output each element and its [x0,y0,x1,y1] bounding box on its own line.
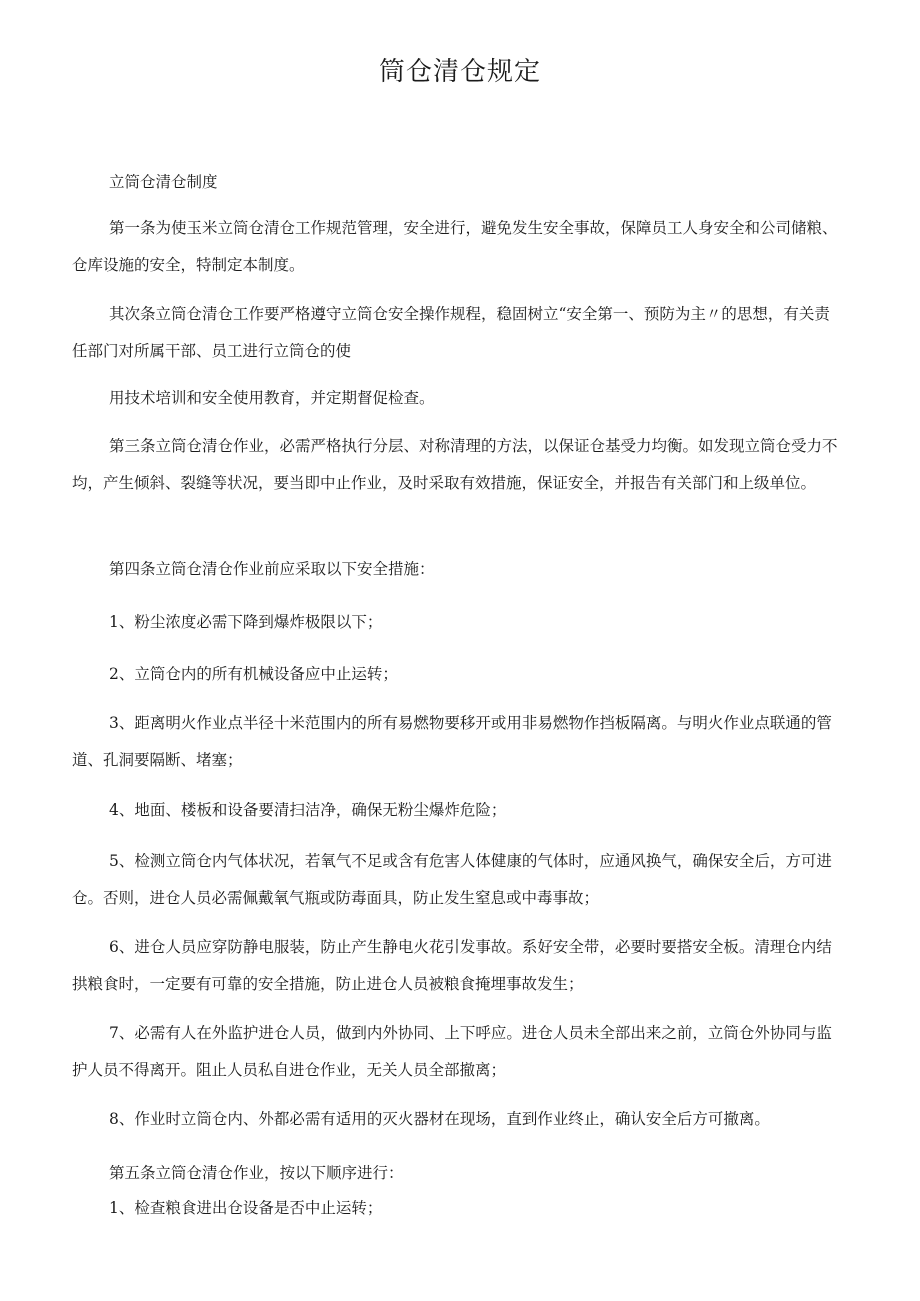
article-4: 第四条立筒仓清仓作业前应采取以下安全措施： [109,560,435,578]
article-2-part-1: 其次条立筒仓清仓工作要严格遵守立筒仓安全操作规程，稳固树立“安全第一、预防为主〃的思想，有关责任部门对所属干部、员工进行立筒仓的使 [72,305,830,360]
list-item: 2、立筒仓内的所有机械设备应中止运转； [109,665,398,683]
article-2-part-2: 用技术培训和安全使用教育，并定期督促检查。 [109,389,435,407]
list-item: 5、检测立筒仓内气体状况，若氧气不足或含有危害人体健康的气体时，应通风换气，确保安全后，方可进仓。否则，进仓人员必需佩戴氧气瓶或防毒面具，防止发生窒息或中毒事故； [72,852,832,907]
list-item: 3、距离明火作业点半径十米范围内的所有易燃物要移开或用非易燃物作挡板隔离。与明火作业点联通的管道、孔洞要隔断、堵塞； [72,714,832,769]
section-heading: 立筒仓清仓制度 [109,173,218,191]
list-item: 8、作业时立筒仓内、外都必需有适用的灭火器材在现场，直到作业终止，确认安全后方可撤离。 [109,1110,770,1128]
article-5: 第五条立筒仓清仓作业，按以下顺序进行： [109,1164,404,1182]
list-item: 4、地面、楼板和设备要清扫洁净，确保无粉尘爆炸危险； [109,801,507,819]
article-1: 第一条为使玉米立筒仓清仓工作规范管理，安全进行，避免发生安全事故，保障员工人身安全和公司储粮、仓库设施的安全，特制定本制度。 [72,219,838,274]
list-item: 7、必需有人在外监护进仓人员，做到内外协同、上下呼应。进仓人员未全部出来之前，立筒仓外协同与监护人员不得离开。阻止人员私自进仓作业，无关人员全部撤离； [72,1024,832,1079]
list-item: 1、粉尘浓度必需下降到爆炸极限以下； [109,613,383,631]
list-item: 1、检查粮食进出仓设备是否中止运转； [109,1199,383,1217]
document-title: 筒仓清仓规定 [378,57,541,87]
list-item: 6、进仓人员应穿防静电服装，防止产生静电火花引发事故。系好安全带，必要时要搭安全板。清理仓内结拱粮食时，一定要有可靠的安全措施，防止进仓人员被粮食掩埋事故发生； [72,938,832,993]
article-3: 第三条立筒仓清仓作业，必需严格执行分层、对称清理的方法，以保证仓基受力均衡。如发现立筒仓受力不均，产生倾斜、裂缝等状况，要当即中止作业，及时采取有效措施，保证安全，并报告有关部门和上级单位。 [72,437,838,492]
